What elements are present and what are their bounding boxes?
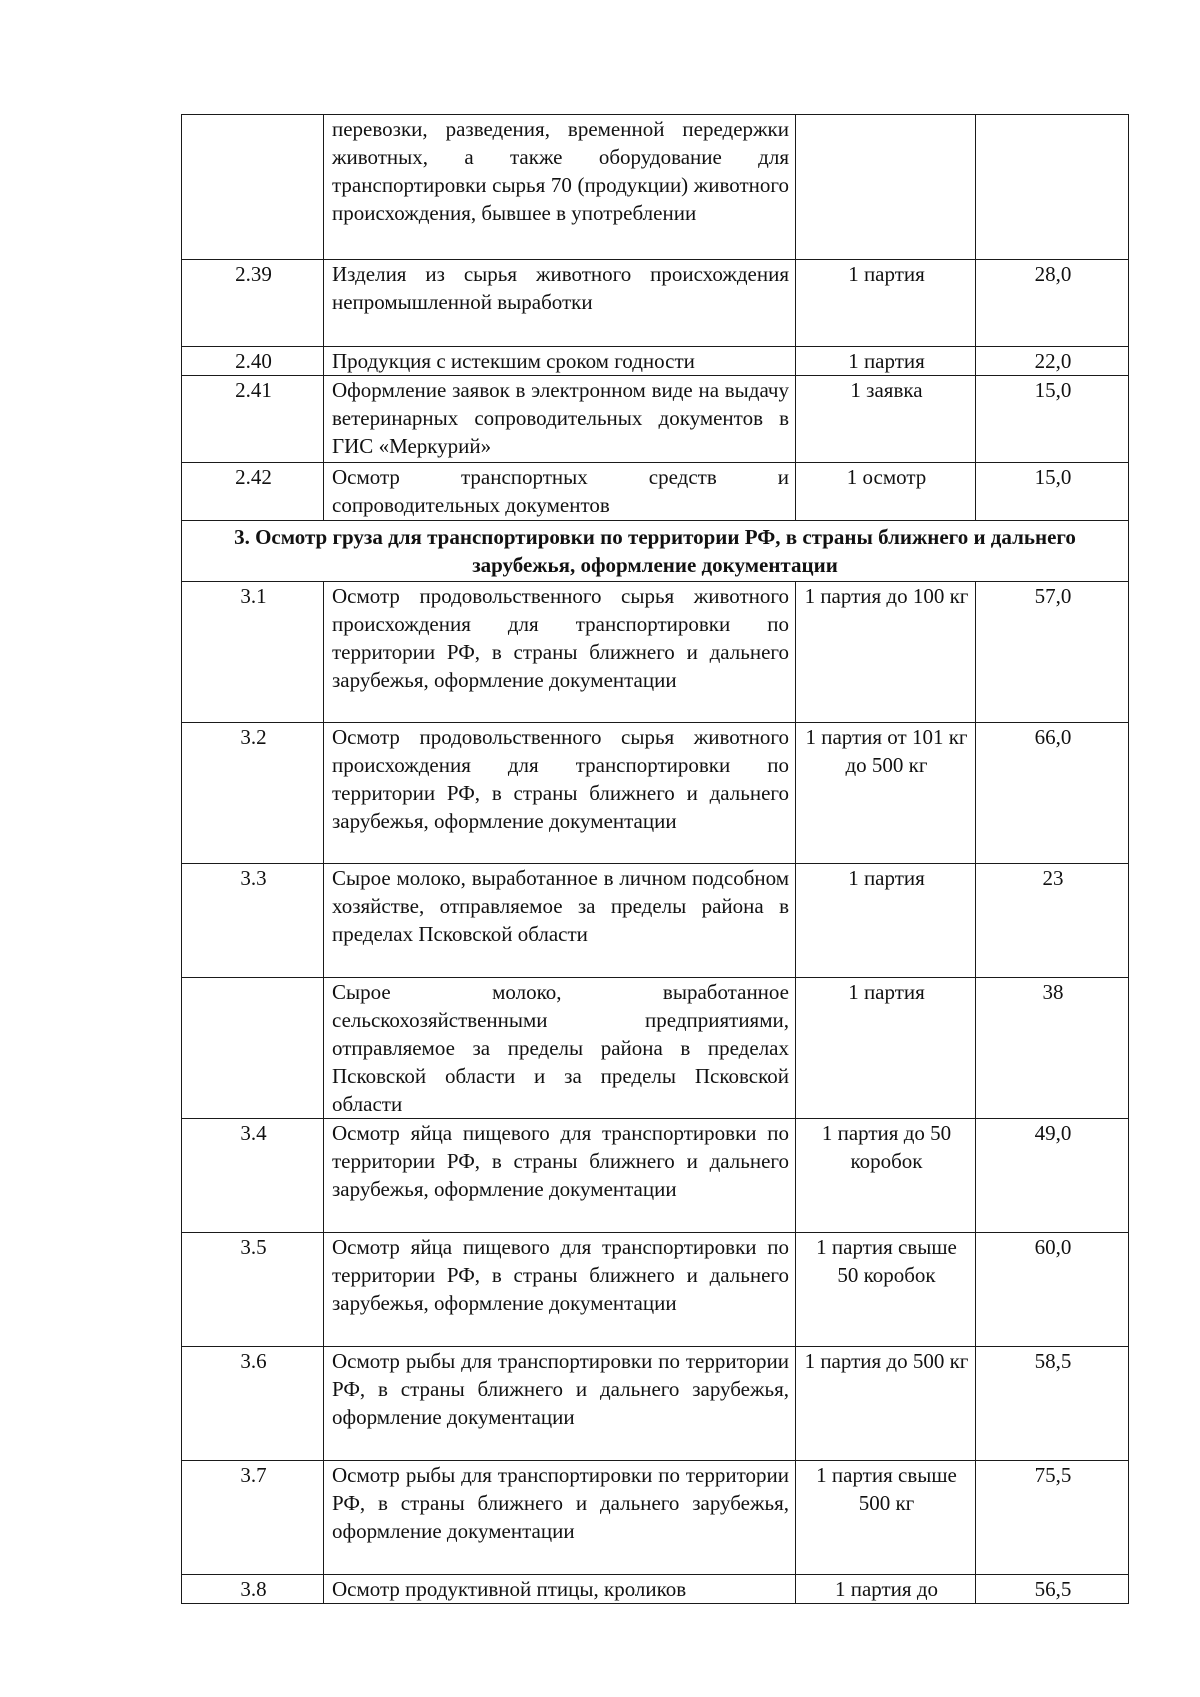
table-row xyxy=(182,978,1129,1119)
row-number-cell: 2.41 xyxy=(182,376,324,463)
table-row xyxy=(182,376,1129,463)
row-price-cell: 23 xyxy=(976,864,1129,978)
row-unit-cell: 1 партия до 100 кг xyxy=(796,582,976,723)
row-number-cell: 3.5 xyxy=(182,1233,324,1347)
row-description-cell: Изделия из сырья животного происхождения непромышленной выработки xyxy=(324,260,796,347)
row-unit-cell: 1 партия до xyxy=(796,1575,976,1604)
row-unit-cell: 1 партия от 101 кг до 500 кг xyxy=(796,723,976,864)
table-row xyxy=(182,1233,1129,1347)
table-row xyxy=(182,1347,1129,1461)
row-number-cell: 3.3 xyxy=(182,864,324,978)
row-unit-cell: 1 осмотр xyxy=(796,463,976,521)
row-price-cell: 58,5 xyxy=(976,1347,1129,1461)
section-title: 3. Осмотр груза для транспортировки по территории РФ, в страны ближнего и дальнего зарубежья, оформление документации xyxy=(182,521,1129,582)
row-number-cell: 2.42 xyxy=(182,463,324,521)
row-price-cell: 15,0 xyxy=(976,376,1129,463)
row-description-cell: Осмотр продуктивной птицы, кроликов xyxy=(324,1575,796,1604)
row-unit-cell: 1 партия до 500 кг xyxy=(796,1347,976,1461)
row-number-cell xyxy=(182,115,324,260)
row-price-cell: 66,0 xyxy=(976,723,1129,864)
table-row xyxy=(182,1461,1129,1575)
row-description-cell: Осмотр транспортных средств и сопроводительных документов xyxy=(324,463,796,521)
row-unit-cell xyxy=(796,115,976,260)
row-description-cell: Осмотр яйца пищевого для транспортировки по территории РФ, в страны ближнего и дальнего зарубежья, оформление документации xyxy=(324,1233,796,1347)
row-number-cell: 3.8 xyxy=(182,1575,324,1604)
row-unit-cell: 1 партия xyxy=(796,260,976,347)
row-price-cell: 49,0 xyxy=(976,1119,1129,1233)
row-price-cell: 75,5 xyxy=(976,1461,1129,1575)
row-description-cell: перевозки, разведения, временной передержки животных, а также оборудование для транспортировки сырья 70 (продукции) животного происхождения, бывшее в употреблении xyxy=(324,115,796,260)
row-unit-cell: 1 партия до 50 коробок xyxy=(796,1119,976,1233)
section-header-row xyxy=(182,521,1129,582)
row-price-cell: 22,0 xyxy=(976,347,1129,376)
row-price-cell: 56,5 xyxy=(976,1575,1129,1604)
table-row xyxy=(182,582,1129,723)
row-description-cell: Оформление заявок в электронном виде на выдачу ветеринарных сопроводительных документов в ГИС «Меркурий» xyxy=(324,376,796,463)
row-number-cell: 2.39 xyxy=(182,260,324,347)
row-number-cell: 3.1 xyxy=(182,582,324,723)
row-unit-cell: 1 партия xyxy=(796,347,976,376)
table-row xyxy=(182,347,1129,376)
table-row xyxy=(182,463,1129,521)
tariff-table xyxy=(181,114,1129,1604)
row-number-cell: 3.2 xyxy=(182,723,324,864)
row-unit-cell: 1 партия xyxy=(796,864,976,978)
row-number-cell: 3.6 xyxy=(182,1347,324,1461)
table-row xyxy=(182,260,1129,347)
row-price-cell: 28,0 xyxy=(976,260,1129,347)
row-price-cell: 60,0 xyxy=(976,1233,1129,1347)
row-description-cell: Осмотр продовольственного сырья животного происхождения для транспортировки по территории РФ, в страны ближнего и дальнего зарубежья, оформление документации xyxy=(324,723,796,864)
row-unit-cell: 1 партия свыше 50 коробок xyxy=(796,1233,976,1347)
row-description-cell: Продукция с истекшим сроком годности xyxy=(324,347,796,376)
table-row xyxy=(182,723,1129,864)
row-price-cell xyxy=(976,115,1129,260)
row-price-cell: 57,0 xyxy=(976,582,1129,723)
row-number-cell: 2.40 xyxy=(182,347,324,376)
row-description-cell: Осмотр рыбы для транспортировки по территории РФ, в страны ближнего и дальнего зарубежья, оформление документации xyxy=(324,1461,796,1575)
table-row xyxy=(182,1575,1129,1604)
row-price-cell: 15,0 xyxy=(976,463,1129,521)
row-number-cell: 3.7 xyxy=(182,1461,324,1575)
row-description-cell: Сырое молоко, выработанное сельскохозяйственными предприятиями, отправляемое за пределы района в пределах Псковской области и за пределы Псковской области xyxy=(324,978,796,1119)
row-unit-cell: 1 заявка xyxy=(796,376,976,463)
table-row xyxy=(182,864,1129,978)
row-description-cell: Осмотр продовольственного сырья животного происхождения для транспортировки по территории РФ, в страны ближнего и дальнего зарубежья, оформление документации xyxy=(324,582,796,723)
row-description-cell: Осмотр рыбы для транспортировки по территории РФ, в страны ближнего и дальнего зарубежья, оформление документации xyxy=(324,1347,796,1461)
row-description-cell: Сырое молоко, выработанное в личном подсобном хозяйстве, отправляемое за пределы района в пределах Псковской области xyxy=(324,864,796,978)
row-number-cell: 3.4 xyxy=(182,1119,324,1233)
row-unit-cell: 1 партия xyxy=(796,978,976,1119)
row-unit-cell: 1 партия свыше 500 кг xyxy=(796,1461,976,1575)
table-row xyxy=(182,115,1129,260)
row-description-cell: Осмотр яйца пищевого для транспортировки по территории РФ, в страны ближнего и дальнего зарубежья, оформление документации xyxy=(324,1119,796,1233)
table-row xyxy=(182,1119,1129,1233)
row-number-cell xyxy=(182,978,324,1119)
row-price-cell: 38 xyxy=(976,978,1129,1119)
